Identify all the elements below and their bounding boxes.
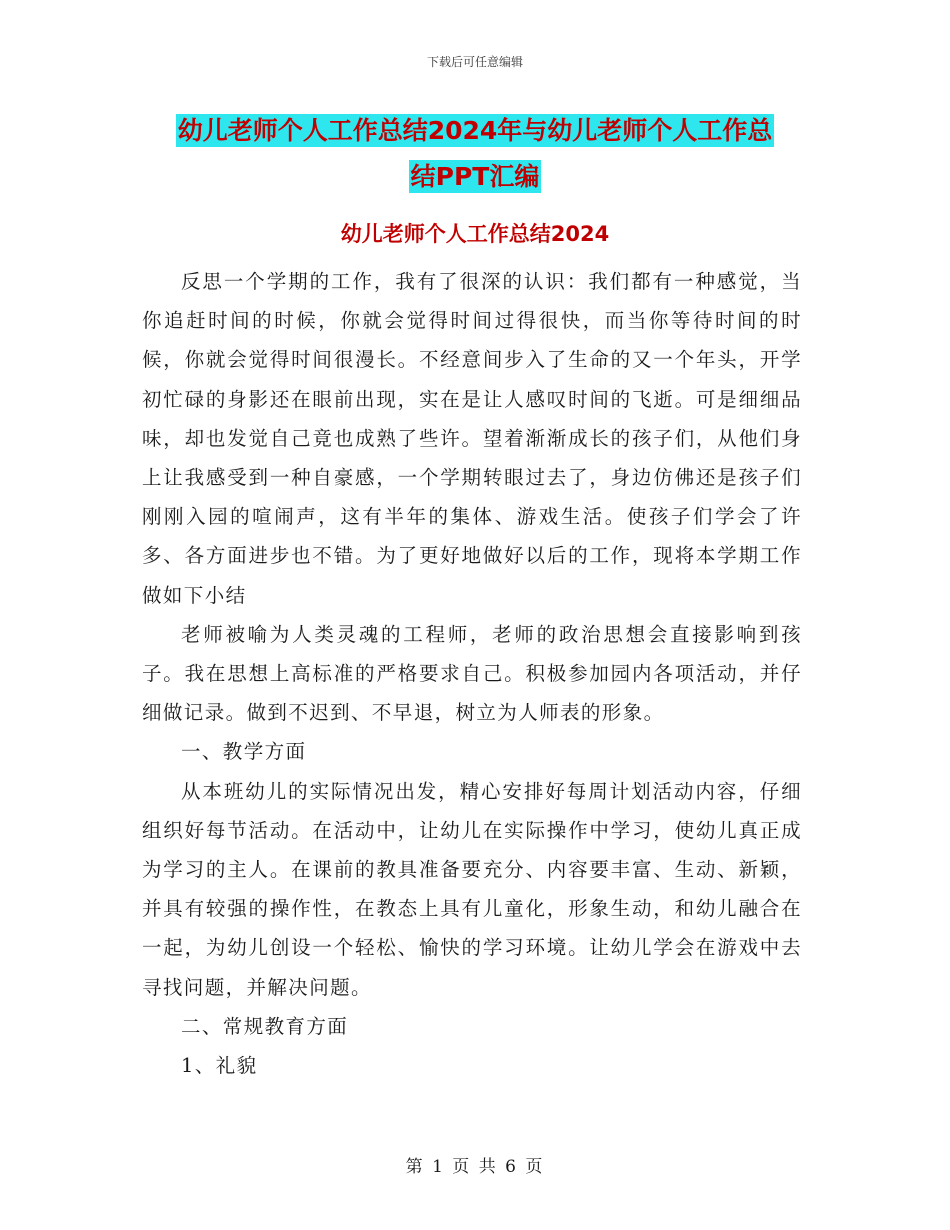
header-note: 下载后可任意编辑 — [426, 55, 523, 69]
document-title-line-2: 结PPT汇编 — [410, 162, 540, 191]
paragraph: 反思一个学期的工作，我有了很深的认识：我们都有一种感觉，当你追赶时间的时候，你就会觉得时间过得很快，而当你等待时间的时候，你就会觉得时间很漫长。不经意间步入了生命的又一个年头，开学初忙碌的身影还在眼前出现，实在是让人感叹时间的飞逝。可是细细品味，却也发觉自己竟也成熟了些许。望着渐渐成长的孩子们，从他们身上让我感受到一种自豪感，一个学期转眼过去了，身边仿佛还是孩子们刚刚入园的喧闹声，这有半年的集体、游戏生活。使孩子们学会了许多、各方面进步也不错。为了更好地做好以后的工作，现将本学期工作做如下小结 — [142, 270, 802, 607]
section-heading: 一、教学方面 — [181, 740, 307, 764]
body-text — [142, 262, 802, 1085]
page-footer: 第 1 页 共 6 页 — [405, 1157, 545, 1177]
document-title — [0, 108, 950, 200]
subsection-heading: 1、礼貌 — [181, 1054, 258, 1078]
document-title-line-1: 幼儿老师个人工作总结2024年与幼儿老师个人工作总 — [177, 116, 773, 145]
section-heading: 二、常规教育方面 — [181, 1014, 349, 1038]
paragraph: 老师被喻为人类灵魂的工程师，老师的政治思想会直接影响到孩子。我在思想上高标准的严格要求自己。积极参加园内各项活动，并仔细做记录。做到不迟到、不早退，树立为人师表的形象。 — [142, 622, 802, 725]
section-title: 幼儿老师个人工作总结2024 — [340, 222, 610, 246]
paragraph: 从本班幼儿的实际情况出发，精心安排好每周计划活动内容，仔细组织好每节活动。在活动中，让幼儿在实际操作中学习，使幼儿真正成为学习的主人。在课前的教具准备要充分、内容要丰富、生动、新颖，并具有较强的操作性，在教态上具有儿童化，形象生动，和幼儿融合在一起，为幼儿创设一个轻松、愉快的学习环境。让幼儿学会在游戏中去寻找问题，并解决问题。 — [142, 779, 802, 999]
